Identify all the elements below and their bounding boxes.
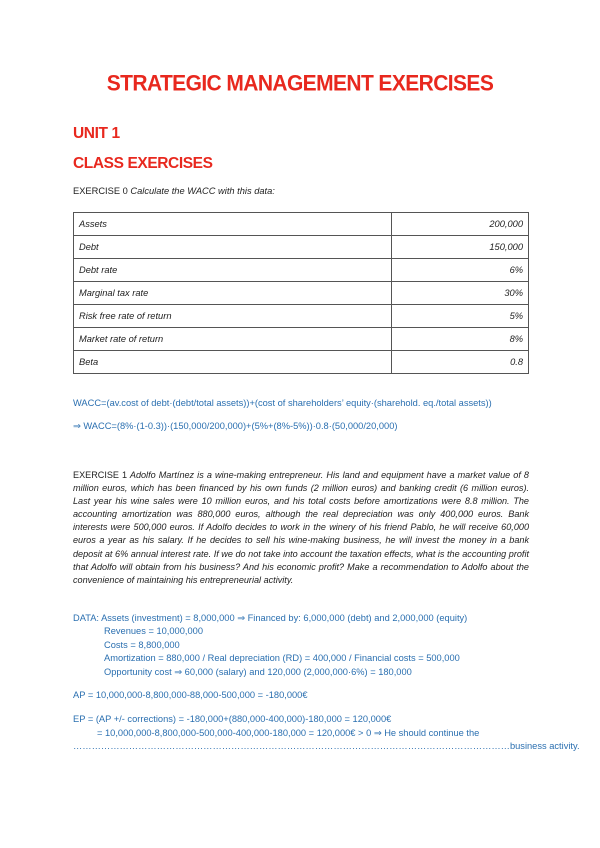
row-label: Debt [74,236,392,259]
unit-heading: UNIT 1 [73,125,120,142]
row-label: Beta [74,351,392,374]
row-label: Marginal tax rate [74,282,392,305]
row-value: 8% [391,328,528,351]
exercise1-label: EXERCISE 1 [73,470,128,480]
wacc-formula: WACC=(av.cost of debt·(debt/total assets))+(cost of shareholders’ equity·(sharehold. eq./total assets)) [73,398,492,408]
exercise0-label: EXERCISE 0 [73,186,128,196]
exercise1-text: Adolfo Martínez is a wine-making entrepreneur. His land and equipment have a market value of 8 million euros, which has been financed by his own funds (2 million euros) and banking credit (6 million euros). Last year his wine sales were 10 million euros, and his total costs before amortizations were 8.8 million. The accounting amortization was 880,000 euros, although the real depreciation was only 400,000 euros. Bank interests were 500,000 euros. If Adolfo decides to work in the winery of his friend Pablo, he will receive 60,000 euros a year as his salary. If he decides to sell his wine-making business, he will invest the money in a bank deposit at 6% annual interest rate. If we do not take into account the taxation effects, what is the accounting profit that Adolfo will obtain from his business? And his economic profit? Make a recommendation to Adolfo about the convenience of maintaining his entrepreneurial activity. [73,470,529,585]
data-line: DATA: Assets (investment) = 8,000,000 ⇒ Financed by: 6,000,000 (debt) and 2,000,000 (equity) [73,613,468,623]
data-line: Revenues = 10,000,000 [104,626,203,637]
table-row [74,213,529,236]
wacc-data-table [73,212,529,374]
row-value: 0.8 [391,351,528,374]
page-title: STRATEGIC MANAGEMENT EXERCISES [106,71,494,96]
table-row [74,282,529,305]
table-row [74,259,529,282]
data-line: Amortization = 880,000 / Real depreciation (RD) = 400,000 / Financial costs = 500,000 [104,653,460,664]
row-value: 30% [391,282,528,305]
row-value: 200,000 [391,213,528,236]
data-line: Costs = 8,800,000 [104,639,180,650]
exercise0-prompt: Calculate the WACC with this data: [130,186,275,196]
row-value: 6% [391,259,528,282]
economic-profit: EP = (AP +/- corrections) = -180,000+(880,000-400,000)-180,000 = 120,000€ [73,714,392,724]
wacc-substitution: ⇒ WACC=(8%·(1-0.3))·(150,000/200,000)+(5%+(8%-5%))·0.8·(50,000/20,000) [73,421,398,431]
data-line: Opportunity cost ⇒ 60,000 (salary) and 120,000 (2,000,000·6%) = 180,000 [104,666,412,677]
row-label: Assets [74,213,392,236]
table-row [74,236,529,259]
row-label: Risk free rate of return [74,305,392,328]
exercise1-statement [73,469,529,587]
row-label: Debt rate [74,259,392,282]
row-value: 150,000 [391,236,528,259]
section-heading: CLASS EXERCISES [73,155,213,172]
row-label: Market rate of return [74,328,392,351]
table-row [74,328,529,351]
accounting-profit: AP = 10,000,000-8,800,000-88,000-500,000 = -180,000€ [73,690,308,700]
conclusion-text: business activity. [509,741,580,751]
exercise1-data [73,612,467,679]
row-value: 5% [391,305,528,328]
economic-profit-conclusion [73,741,580,751]
table-row [74,305,529,328]
dot-leader: …………………………………………………………………………………………………………………………… [73,741,510,751]
table-row [74,351,529,374]
economic-profit-continued: = 10,000,000-8,800,000-500,000-400,000-180,000 = 120,000€ > 0 ⇒ He should continue the [97,728,480,738]
exercise0-heading [73,186,275,196]
